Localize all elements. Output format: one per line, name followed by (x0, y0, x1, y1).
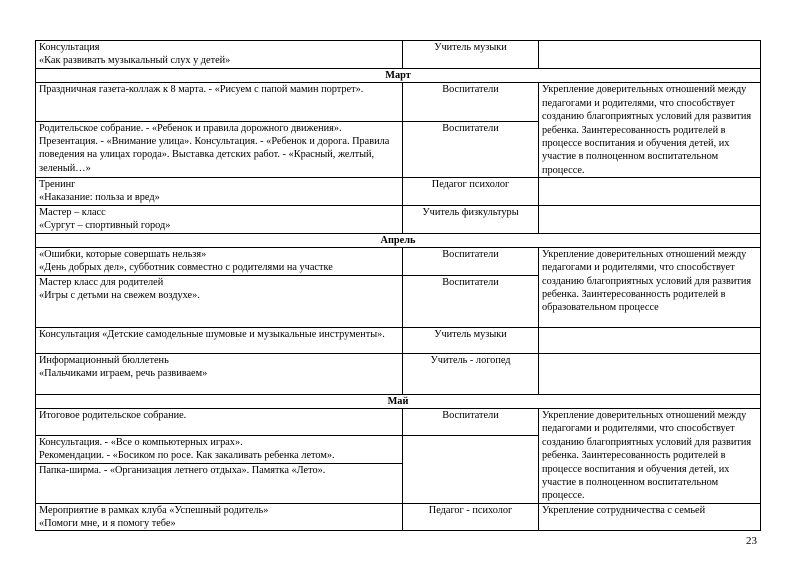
responsible-cell: Воспитатели (403, 275, 539, 327)
responsible-cell: Воспитатели (403, 121, 539, 177)
activity-cell: Информационный бюллетень «Пальчиками играем, речь развиваем» (36, 353, 403, 394)
responsible-cell: Педагог - психолог (403, 503, 539, 531)
responsible-cell: Воспитатели (403, 83, 539, 121)
activity-cell: Родительское собрание. - «Ребенок и правила дорожного движения». Презентация. - «Внимание улица». Консультация. - «Ребенок и дорога. Правила поведения на улицах города». Выставка детских работ. - «Красный, желтый, зеленый…» (36, 121, 403, 177)
responsible-cell: Учитель физкультуры (403, 205, 539, 233)
month-title-april: Апрель (36, 233, 761, 247)
activity-cell: Папка-ширма. - «Организация летнего отдыха». Памятка «Лето». (36, 464, 403, 503)
month-title-may: Май (36, 394, 761, 408)
activity-cell: Мастер класс для родителей «Игры с детьми на свежем воздухе». (36, 275, 403, 327)
result-cell (539, 178, 761, 206)
result-cell (539, 327, 761, 353)
table-row (36, 41, 761, 69)
result-cell: Укрепление сотрудничества с семьей (539, 503, 761, 531)
table-row (36, 247, 761, 275)
result-cell (539, 353, 761, 394)
responsible-cell: Педагог психолог (403, 178, 539, 206)
activity-cell: Консультация. - «Все о компьютерных играх». Рекомендации. - «Босиком по росе. Как закаливать ребенка летом». (36, 435, 403, 464)
activity-cell: Консультация «Как развивать музыкальный слух у детей» (36, 41, 403, 69)
responsible-cell (403, 464, 539, 503)
table-row (36, 83, 761, 121)
result-cell: Укрепление доверительных отношений между педагогами и родителями, что способствует созданию благоприятных условий для развития ребенка. Заинтересованность родителей в процессе воспитания и обучения детей, их участие в полноценном воспитательном процессе. (539, 409, 761, 504)
activity-cell: «Ошибки, которые совершать нельзя» «День добрых дел», субботник совместно с родителями на участке (36, 247, 403, 275)
table-row (36, 503, 761, 531)
activities-table (35, 40, 761, 531)
table-row (36, 205, 761, 233)
responsible-cell: Учитель музыки (403, 41, 539, 69)
activity-cell: Праздничная газета-коллаж к 8 марта. - «Рисуем с папой мамин портрет». (36, 83, 403, 121)
month-title-march: Март (36, 69, 761, 83)
result-cell: Укрепление доверительных отношений между педагогами и родителями, что способствует созданию благоприятных условий для развития ребенка. Заинтересованность родителей в процессе воспитания и обучения детей, их участие в полноценном воспитательном процессе. (539, 83, 761, 178)
page-number: 23 (746, 535, 757, 547)
responsible-cell: Учитель музыки (403, 327, 539, 353)
activity-cell: Тренинг «Наказание: польза и вред» (36, 178, 403, 206)
table-row (36, 178, 761, 206)
month-header-row (36, 394, 761, 408)
responsible-cell: Воспитатели (403, 409, 539, 436)
activity-cell: Мероприятие в рамках клуба «Успешный родитель» «Помоги мне, и я помогу тебе» (36, 503, 403, 531)
result-cell (539, 205, 761, 233)
month-header-row (36, 69, 761, 83)
activity-cell: Итоговое родительское собрание. (36, 409, 403, 436)
activity-cell: Мастер – класс «Сургут – спортивный город» (36, 205, 403, 233)
activity-cell: Консультация «Детские самодельные шумовые и музыкальные инструменты». (36, 327, 403, 353)
month-header-row (36, 233, 761, 247)
result-cell: Укрепление доверительных отношений между педагогами и родителями, что способствует созданию благоприятных условий для развития ребенка. Заинтересованность родителей в образовательном процессе (539, 247, 761, 327)
responsible-cell: Воспитатели (403, 247, 539, 275)
responsible-cell (403, 435, 539, 464)
responsible-cell: Учитель - логопед (403, 353, 539, 394)
table-row (36, 327, 761, 353)
table-row (36, 409, 761, 436)
table-row (36, 353, 761, 394)
result-cell (539, 41, 761, 69)
